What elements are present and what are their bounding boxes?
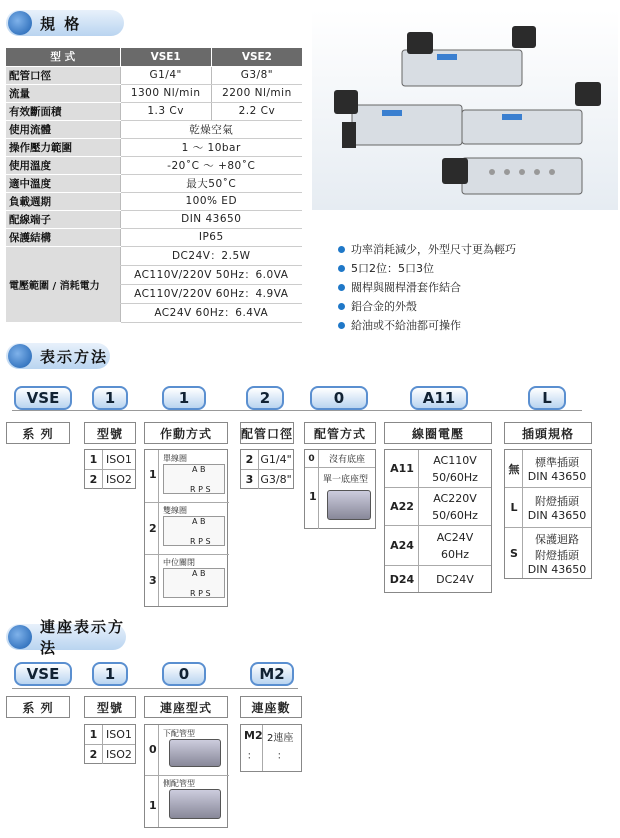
- model-options: [84, 449, 136, 489]
- feature-item: 5口2位：5口3位: [338, 260, 434, 276]
- option-row: 2 ISO2: [85, 745, 135, 764]
- valve-symbol-double: A B R P S: [163, 516, 225, 546]
- bullet-icon: [338, 322, 345, 329]
- feature-item: 鋁合金的外殼: [338, 298, 417, 314]
- m-label-count: 連座數: [240, 696, 302, 718]
- m-code-model: 1: [92, 662, 128, 686]
- side-port-manifold-image: [169, 789, 221, 819]
- spec-label: 保護結構: [6, 228, 120, 246]
- bullet-icon: [338, 246, 345, 253]
- label-coil: 線圈電壓: [384, 422, 492, 444]
- m-label-series: 系 列: [6, 696, 70, 718]
- code-piping: 0: [310, 386, 368, 410]
- spec-value: G3/8": [211, 66, 302, 84]
- spec-row: [6, 174, 302, 192]
- port-options: [240, 449, 294, 489]
- spec-label: 負載週期: [6, 192, 120, 210]
- label-model: 型號: [84, 422, 136, 444]
- label-port: 配管口徑: [240, 422, 294, 444]
- m-type-options: 0 下配管型 1 側配管型: [144, 724, 228, 828]
- option-row: S 保護迴路 附燈插頭 DIN 43650: [510, 533, 587, 576]
- code-plug: L: [528, 386, 566, 410]
- spec-value: AC110V/220V 60Hz：4.9VA: [120, 284, 302, 303]
- option-row: 2 ISO2: [85, 470, 135, 489]
- bullet-icon: [338, 265, 345, 272]
- spec-value: 乾燥空氣: [120, 120, 302, 138]
- option-row: 3 G3/8": [241, 470, 293, 489]
- spec-row: [6, 120, 302, 138]
- spec-value: G1/4": [120, 66, 211, 84]
- code-model: 1: [92, 386, 128, 410]
- spec-header-row: [6, 48, 302, 66]
- spec-value: IP65: [120, 228, 302, 246]
- spec-label: 電壓範圍 / 消耗電力: [6, 246, 120, 322]
- label-plug: 插頭規格: [504, 422, 592, 444]
- code-actuation: 1: [162, 386, 206, 410]
- spec-row: [6, 192, 302, 210]
- spec-value: AC24V 60Hz：6.4VA: [120, 303, 302, 322]
- spec-value: 最大50˚C: [120, 174, 302, 192]
- spec-row: [6, 246, 302, 265]
- plug-options: [504, 449, 592, 579]
- spec-value: AC110V/220V 50Hz：6.0VA: [120, 265, 302, 284]
- code-series: VSE: [14, 386, 72, 410]
- feature-item: 給油或不給油都可操作: [338, 317, 461, 333]
- actuation-options: 1 單線圈 A B R P S 2 雙線圈 A B R P S 3 中位關閉 A B R P S: [144, 449, 228, 607]
- spec-value: DC24V：2.5W: [120, 246, 302, 265]
- spec-row: [6, 156, 302, 174]
- spec-value: 1.3 Cv: [120, 102, 211, 120]
- spec-value: 100% ED: [120, 192, 302, 210]
- spec-header-vse2: VSE2: [211, 48, 302, 66]
- spec-row: [6, 138, 302, 156]
- label-series: 系 列: [6, 422, 70, 444]
- code-coil: A11: [410, 386, 468, 410]
- feature-item: 功率消耗減少，外型尺寸更為輕巧: [338, 241, 516, 257]
- spec-label: 操作壓力範圍: [6, 138, 120, 156]
- spec-label: 配管口徑: [6, 66, 120, 84]
- spec-value: 2200 Nl/min: [211, 84, 302, 102]
- piping-options: 0 沒有底座 1 單一底座型: [304, 449, 376, 529]
- spec-label: 流量: [6, 84, 120, 102]
- spec-label: 適中溫度: [6, 174, 120, 192]
- bullet-icon: [338, 284, 345, 291]
- option-row: 1 ISO1: [85, 725, 135, 745]
- subbase-image: [327, 490, 371, 520]
- option-row: A11 AC110V 50/60Hz: [385, 450, 491, 488]
- m-code-count: M2: [250, 662, 294, 686]
- m-label-type: 連座型式: [144, 696, 228, 718]
- option-row: 0 沒有底座: [305, 450, 375, 468]
- spec-row: [6, 66, 302, 84]
- spec-row: [6, 84, 302, 102]
- option-row: A24 AC24V 60Hz: [385, 526, 491, 566]
- feature-item: 閥桿與閥桿滑套作結合: [338, 279, 461, 295]
- label-piping: 配管方式: [304, 422, 376, 444]
- spec-header-type: 型 式: [6, 48, 120, 66]
- spec-row: [6, 102, 302, 120]
- spec-label: 使用溫度: [6, 156, 120, 174]
- m-code-series: VSE: [14, 662, 72, 686]
- label-actuation: 作動方式: [144, 422, 228, 444]
- code-port: 2: [246, 386, 284, 410]
- option-row: L 附燈插頭 DIN 43650: [505, 488, 591, 528]
- option-row: 無 標準插頭 DIN 43650: [505, 450, 591, 488]
- spec-value: DIN 43650: [120, 210, 302, 228]
- option-row: A22 AC220V 50/60Hz: [385, 488, 491, 526]
- option-row: D24 DC24V: [389, 573, 474, 586]
- option-row: 2 G1/4": [241, 450, 293, 470]
- spec-row: [6, 228, 302, 246]
- spec-value: -20˚C ～ +80˚C: [120, 156, 302, 174]
- spec-section-title: 規 格: [6, 10, 124, 36]
- spec-label: 有效斷面積: [6, 102, 120, 120]
- spec-label: 配線端子: [6, 210, 120, 228]
- m-code-type: 0: [162, 662, 206, 686]
- spec-row: [6, 210, 302, 228]
- spec-label: 使用流體: [6, 120, 120, 138]
- spec-value: 1300 Nl/min: [120, 84, 211, 102]
- product-photo: [312, 10, 618, 210]
- m-label-model: 型號: [84, 696, 136, 718]
- valve-symbol-single: A B R P S: [163, 464, 225, 494]
- bottom-port-manifold-image: [169, 739, 221, 767]
- spec-table: [6, 48, 302, 323]
- m-count-options: M2 2連座 ： ：: [240, 724, 302, 772]
- m-model-options: [84, 724, 136, 764]
- spec-header-vse1: VSE1: [120, 48, 211, 66]
- valve-symbol-center-closed: A B R P S: [163, 568, 225, 598]
- spec-value: 1 ～ 10bar: [120, 138, 302, 156]
- spec-value: 2.2 Cv: [211, 102, 302, 120]
- ordering-section-title: 表示方法: [6, 343, 110, 369]
- coil-options: [384, 449, 492, 593]
- manifold-section-title: 連座表示方法: [6, 624, 126, 650]
- option-row: 1 ISO1: [85, 450, 135, 470]
- bullet-icon: [338, 303, 345, 310]
